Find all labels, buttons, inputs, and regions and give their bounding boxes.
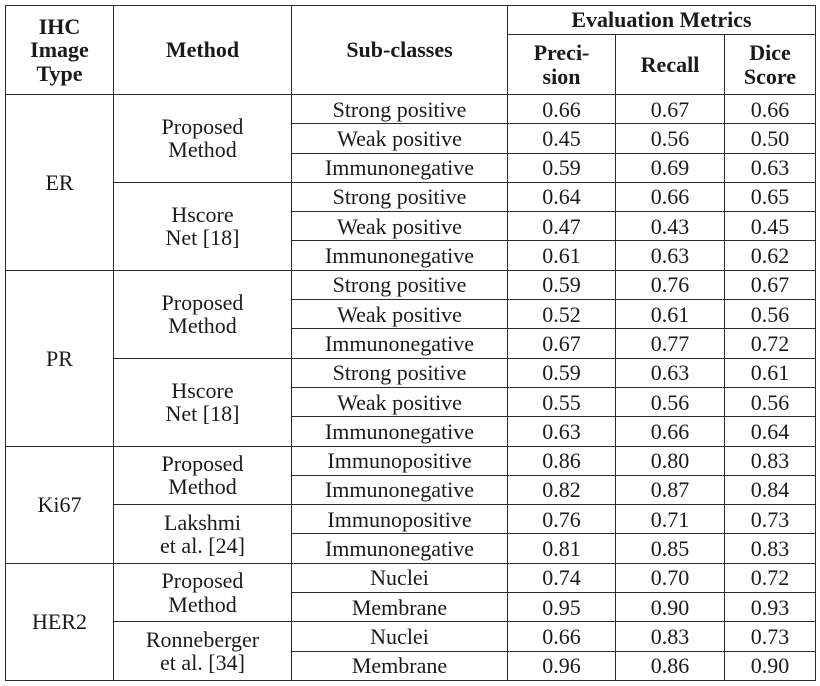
precision-cell: 0.59 xyxy=(508,153,616,182)
dice-score-cell: 0.56 xyxy=(725,300,816,329)
recall-cell: 0.63 xyxy=(616,358,725,387)
precision-cell: 0.74 xyxy=(508,563,616,592)
header-precision xyxy=(508,35,616,95)
recall-cell: 0.43 xyxy=(616,212,725,241)
precision-cell: 0.55 xyxy=(508,387,616,416)
dice-score-cell: 0.56 xyxy=(725,387,816,416)
dice-score-cell: 0.64 xyxy=(725,417,816,446)
recall-cell: 0.77 xyxy=(616,329,725,358)
method-name-line1: Ronneberger xyxy=(145,627,260,653)
subclass-cell: Membrane xyxy=(292,593,508,622)
method-cell xyxy=(114,446,292,505)
method-name-line2: Net [18] xyxy=(165,225,240,251)
header-dice-line1: Dice xyxy=(749,40,791,66)
table-row xyxy=(6,446,816,475)
dice-score-cell: 0.50 xyxy=(725,124,816,153)
method-cell xyxy=(114,563,292,622)
precision-cell: 0.81 xyxy=(508,534,616,563)
method-name-line2: Net [18] xyxy=(165,401,240,427)
dice-score-cell: 0.93 xyxy=(725,593,816,622)
subclass-cell: Immunonegative xyxy=(292,417,508,446)
table-row xyxy=(6,270,816,299)
dice-score-cell: 0.83 xyxy=(725,446,816,475)
precision-cell: 0.66 xyxy=(508,95,616,124)
subclass-cell: Immunonegative xyxy=(292,241,508,270)
table-row xyxy=(6,182,816,211)
method-cell xyxy=(114,270,292,358)
precision-cell: 0.47 xyxy=(508,212,616,241)
header-ihc-line2: Image xyxy=(30,37,89,63)
header-precision-line2: sion xyxy=(542,63,581,89)
precision-cell: 0.45 xyxy=(508,124,616,153)
header-ihc-line3: Type xyxy=(36,60,83,86)
recall-cell: 0.63 xyxy=(616,241,725,270)
recall-cell: 0.71 xyxy=(616,505,725,534)
table-row xyxy=(6,563,816,592)
precision-cell: 0.67 xyxy=(508,329,616,358)
recall-cell: 0.90 xyxy=(616,593,725,622)
header-method: Method xyxy=(114,6,292,95)
header-ihc-line1: IHC xyxy=(38,14,81,40)
header-ihc-image-type xyxy=(6,6,114,95)
precision-cell: 0.59 xyxy=(508,358,616,387)
method-name-line2: et al. [34] xyxy=(160,650,245,676)
subclass-cell: Weak positive xyxy=(292,300,508,329)
subclass-cell: Immunopositive xyxy=(292,505,508,534)
dice-score-cell: 0.63 xyxy=(725,153,816,182)
recall-cell: 0.86 xyxy=(616,651,725,680)
method-name-line2: Method xyxy=(168,313,237,339)
subclass-cell: Strong positive xyxy=(292,95,508,124)
subclass-cell: Immunonegative xyxy=(292,534,508,563)
dice-score-cell: 0.72 xyxy=(725,329,816,358)
dice-score-cell: 0.62 xyxy=(725,241,816,270)
precision-cell: 0.63 xyxy=(508,417,616,446)
subclass-cell: Nuclei xyxy=(292,563,508,592)
table-row xyxy=(6,358,816,387)
header-subclasses: Sub-classes xyxy=(292,6,508,95)
recall-cell: 0.70 xyxy=(616,563,725,592)
precision-cell: 0.64 xyxy=(508,182,616,211)
method-cell xyxy=(114,622,292,681)
method-name-line1: Proposed xyxy=(161,290,244,316)
header-recall: Recall xyxy=(616,35,725,95)
dice-score-cell: 0.67 xyxy=(725,270,816,299)
method-cell xyxy=(114,182,292,270)
recall-cell: 0.87 xyxy=(616,475,725,504)
header-precision-line1: Preci- xyxy=(533,40,590,66)
ihc-type-cell: HER2 xyxy=(6,563,114,680)
subclass-cell: Membrane xyxy=(292,651,508,680)
method-cell xyxy=(114,358,292,446)
precision-cell: 0.95 xyxy=(508,593,616,622)
recall-cell: 0.67 xyxy=(616,95,725,124)
method-name-line2: et al. [24] xyxy=(160,532,245,558)
table-header xyxy=(6,6,816,95)
subclass-cell: Weak positive xyxy=(292,212,508,241)
precision-cell: 0.86 xyxy=(508,446,616,475)
header-dice-score xyxy=(725,35,816,95)
header-dice-line2: Score xyxy=(743,63,797,89)
table-row xyxy=(6,95,816,124)
dice-score-cell: 0.73 xyxy=(725,622,816,651)
recall-cell: 0.85 xyxy=(616,534,725,563)
dice-score-cell: 0.83 xyxy=(725,534,816,563)
dice-score-cell: 0.66 xyxy=(725,95,816,124)
dice-score-cell: 0.73 xyxy=(725,505,816,534)
ihc-type-cell: PR xyxy=(6,270,114,446)
header-evaluation-metrics: Evaluation Metrics xyxy=(508,6,816,35)
method-name-line1: Hscore xyxy=(171,202,234,228)
precision-cell: 0.61 xyxy=(508,241,616,270)
table-row xyxy=(6,622,816,651)
subclass-cell: Strong positive xyxy=(292,182,508,211)
precision-cell: 0.96 xyxy=(508,651,616,680)
recall-cell: 0.66 xyxy=(616,417,725,446)
ihc-type-cell: Ki67 xyxy=(6,446,114,563)
method-name-line1: Proposed xyxy=(161,114,244,140)
recall-cell: 0.80 xyxy=(616,446,725,475)
subclass-cell: Nuclei xyxy=(292,622,508,651)
precision-cell: 0.59 xyxy=(508,270,616,299)
subclass-cell: Weak positive xyxy=(292,124,508,153)
recall-cell: 0.83 xyxy=(616,622,725,651)
method-cell xyxy=(114,505,292,564)
ihc-type-cell: ER xyxy=(6,95,114,271)
dice-score-cell: 0.84 xyxy=(725,475,816,504)
method-name-line1: Lakshmi xyxy=(164,509,241,535)
dice-score-cell: 0.90 xyxy=(725,651,816,680)
subclass-cell: Weak positive xyxy=(292,387,508,416)
table-row xyxy=(6,505,816,534)
precision-cell: 0.66 xyxy=(508,622,616,651)
dice-score-cell: 0.61 xyxy=(725,358,816,387)
method-name-line1: Proposed xyxy=(161,568,244,594)
method-name-line2: Method xyxy=(168,137,237,163)
subclass-cell: Strong positive xyxy=(292,270,508,299)
dice-score-cell: 0.72 xyxy=(725,563,816,592)
recall-cell: 0.61 xyxy=(616,300,725,329)
precision-cell: 0.52 xyxy=(508,300,616,329)
method-name-line2: Method xyxy=(168,591,237,617)
method-name-line1: Proposed xyxy=(161,451,244,477)
subclass-cell: Immunopositive xyxy=(292,446,508,475)
subclass-cell: Strong positive xyxy=(292,358,508,387)
method-name-line2: Method xyxy=(168,474,237,500)
recall-cell: 0.66 xyxy=(616,182,725,211)
recall-cell: 0.56 xyxy=(616,387,725,416)
results-table xyxy=(5,5,816,681)
subclass-cell: Immunonegative xyxy=(292,329,508,358)
table-body xyxy=(6,95,816,681)
subclass-cell: Immunonegative xyxy=(292,153,508,182)
method-name-line1: Hscore xyxy=(171,378,234,404)
subclass-cell: Immunonegative xyxy=(292,475,508,504)
recall-cell: 0.76 xyxy=(616,270,725,299)
precision-cell: 0.82 xyxy=(508,475,616,504)
recall-cell: 0.56 xyxy=(616,124,725,153)
recall-cell: 0.69 xyxy=(616,153,725,182)
method-cell xyxy=(114,95,292,183)
dice-score-cell: 0.65 xyxy=(725,182,816,211)
precision-cell: 0.76 xyxy=(508,505,616,534)
dice-score-cell: 0.45 xyxy=(725,212,816,241)
